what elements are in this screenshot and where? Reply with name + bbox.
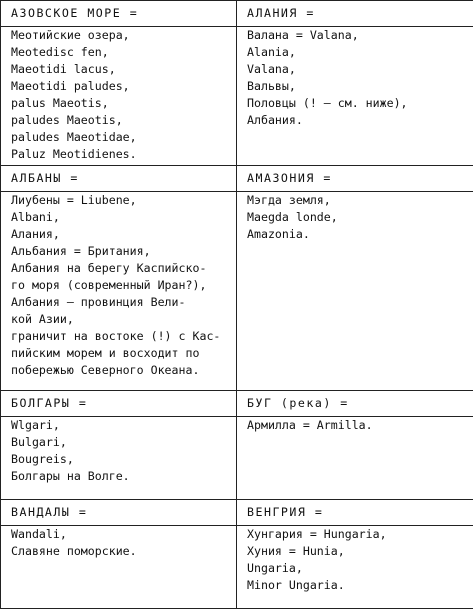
entry-line: Лиубены = Liubene, [11, 193, 137, 207]
header-row [1, 500, 473, 526]
entry-line: Amazonia. [247, 227, 310, 241]
entry-line: Ungaria, [247, 561, 303, 575]
entry-title: ВАНДАЛЫ = [1, 500, 237, 526]
body-row [1, 192, 473, 391]
entry-line: Вальвы, [247, 79, 296, 93]
entry-body [237, 526, 473, 609]
entry-line: пийским морем и восходит по [11, 346, 200, 360]
body-row [1, 526, 473, 609]
entry-line: Bougreis, [11, 452, 74, 466]
entry-line: Валана = Valana, [247, 28, 359, 42]
entry-title: БУГ (река) = [237, 391, 473, 417]
entry-title: АЛАНИЯ = [237, 1, 473, 27]
entry-line: Meotedisc fen, [11, 45, 109, 59]
entry-body [1, 27, 237, 166]
entry-line: Wandali, [11, 527, 67, 541]
entry-line: Алания, [11, 227, 60, 241]
entry-body [237, 417, 473, 500]
header-row [1, 166, 473, 192]
entry-title: АЗОВСКОЕ МОРЕ = [1, 1, 237, 27]
entry-body [1, 192, 237, 391]
entry-line: кой Азии, [11, 312, 74, 326]
entry-line: Хунгария = Hungaria, [247, 527, 387, 541]
entry-line: paludes Maeotis, [11, 113, 123, 127]
entry-line: Албания – провинция Вели- [11, 295, 186, 309]
entry-line: Армилла = Armilla. [247, 418, 373, 432]
entry-line: Албания на берегу Каспийско- [11, 261, 207, 275]
entry-line: Maegda londe, [247, 210, 338, 224]
entry-line: Хуния = Hunia, [247, 544, 345, 558]
entry-line: граничит на востоке (!) с Кас- [11, 329, 221, 343]
entry-title: ВЕНГРИЯ = [237, 500, 473, 526]
entry-line: Половцы (! – см. ниже), [247, 96, 408, 110]
entry-line: побережью Северного Океана. [11, 363, 200, 377]
entry-title: АМАЗОНИЯ = [237, 166, 473, 192]
entry-line: Славяне поморские. [11, 544, 137, 558]
entry-line: Maeotidi lacus, [11, 62, 116, 76]
entry-body [237, 27, 473, 166]
body-row [1, 27, 473, 166]
entry-line: го моря (современный Иран?), [11, 278, 207, 292]
entry-line: Болгары на Волге. [11, 469, 130, 483]
entry-line: Bulgari, [11, 435, 67, 449]
entry-line: Minor Ungaria. [247, 578, 345, 592]
body-row [1, 417, 473, 500]
entry-body [237, 192, 473, 391]
entry-line: Valana, [247, 62, 296, 76]
entry-line: Paluz Meotidienes. [11, 147, 137, 161]
entry-line: paludes Maeotidae, [11, 130, 137, 144]
entry-title: АЛБАНЫ = [1, 166, 237, 192]
entry-body [1, 526, 237, 609]
entry-line: Албания. [247, 113, 303, 127]
header-row [1, 391, 473, 417]
entry-line: palus Maeotis, [11, 96, 109, 110]
entry-line: Альбания = Британия, [11, 244, 151, 258]
entry-line: Maeotidi paludes, [11, 79, 130, 93]
entry-line: Меотийские озера, [11, 28, 130, 42]
entry-line: Wlgari, [11, 418, 60, 432]
header-row [1, 1, 473, 27]
entry-line: Alania, [247, 45, 296, 59]
entry-body [1, 417, 237, 500]
entry-line: Albani, [11, 210, 60, 224]
entry-line: Мэгда земля, [247, 193, 331, 207]
entry-title: БОЛГАРЫ = [1, 391, 237, 417]
